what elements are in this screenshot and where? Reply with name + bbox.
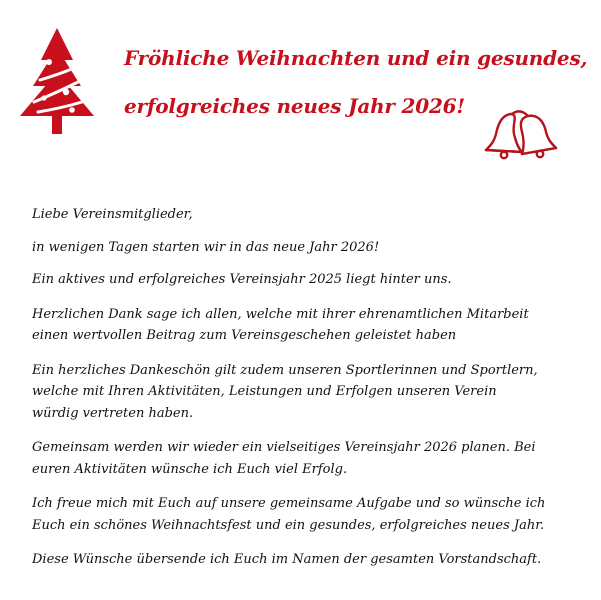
letter-paragraph: Ein herzliches Dankeschön gilt zudem unseren Sportlerinnen und Sportlern, welche mit Ihren Aktivitäten, Leistungen und Erfolgen unseren Verein würdig vertreten haben. xyxy=(32,362,538,421)
letter-paragraph: Herzlichen Dank sage ich allen, welche mit ihrer ehrenamtlichen Mitarbeit einen wertvollen Beitrag zum Vereinsgeschehen geleistet haben xyxy=(32,306,529,343)
letter-paragraph: Ich freue mich mit Euch auf unsere gemeinsame Aufgabe und so wünsche ich Euch ein schönes Weihnachtsfest und ein gesundes, erfolgreiches neues Jahr. xyxy=(32,496,546,533)
greeting-line-2: erfolgreiches neues Jahr 2026! xyxy=(124,94,465,118)
christmas-bells-icon xyxy=(482,108,560,164)
letter-body xyxy=(32,204,592,584)
letter-salutation: Liebe Vereinsmitglieder, xyxy=(32,207,193,222)
christmas-tree-icon xyxy=(16,26,98,136)
greeting-line-1: Fröhliche Weihnachten und ein gesundes, xyxy=(124,46,588,70)
letter-paragraph: Ein aktives und erfolgreiches Vereinsjahr 2025 liegt hinter uns. xyxy=(32,272,452,287)
letter-paragraph: in wenigen Tagen starten wir in das neue Jahr 2026! xyxy=(32,239,380,255)
letter-paragraph: Diese Wünsche übersende ich Euch im Namen der gesamten Vorstandschaft. xyxy=(32,552,542,567)
letter-paragraph: Gemeinsam werden wir wieder ein vielseitiges Vereinsjahr 2026 planen. Bei euren Aktivitäten wünsche ich Euch viel Erfolg. xyxy=(32,440,536,477)
